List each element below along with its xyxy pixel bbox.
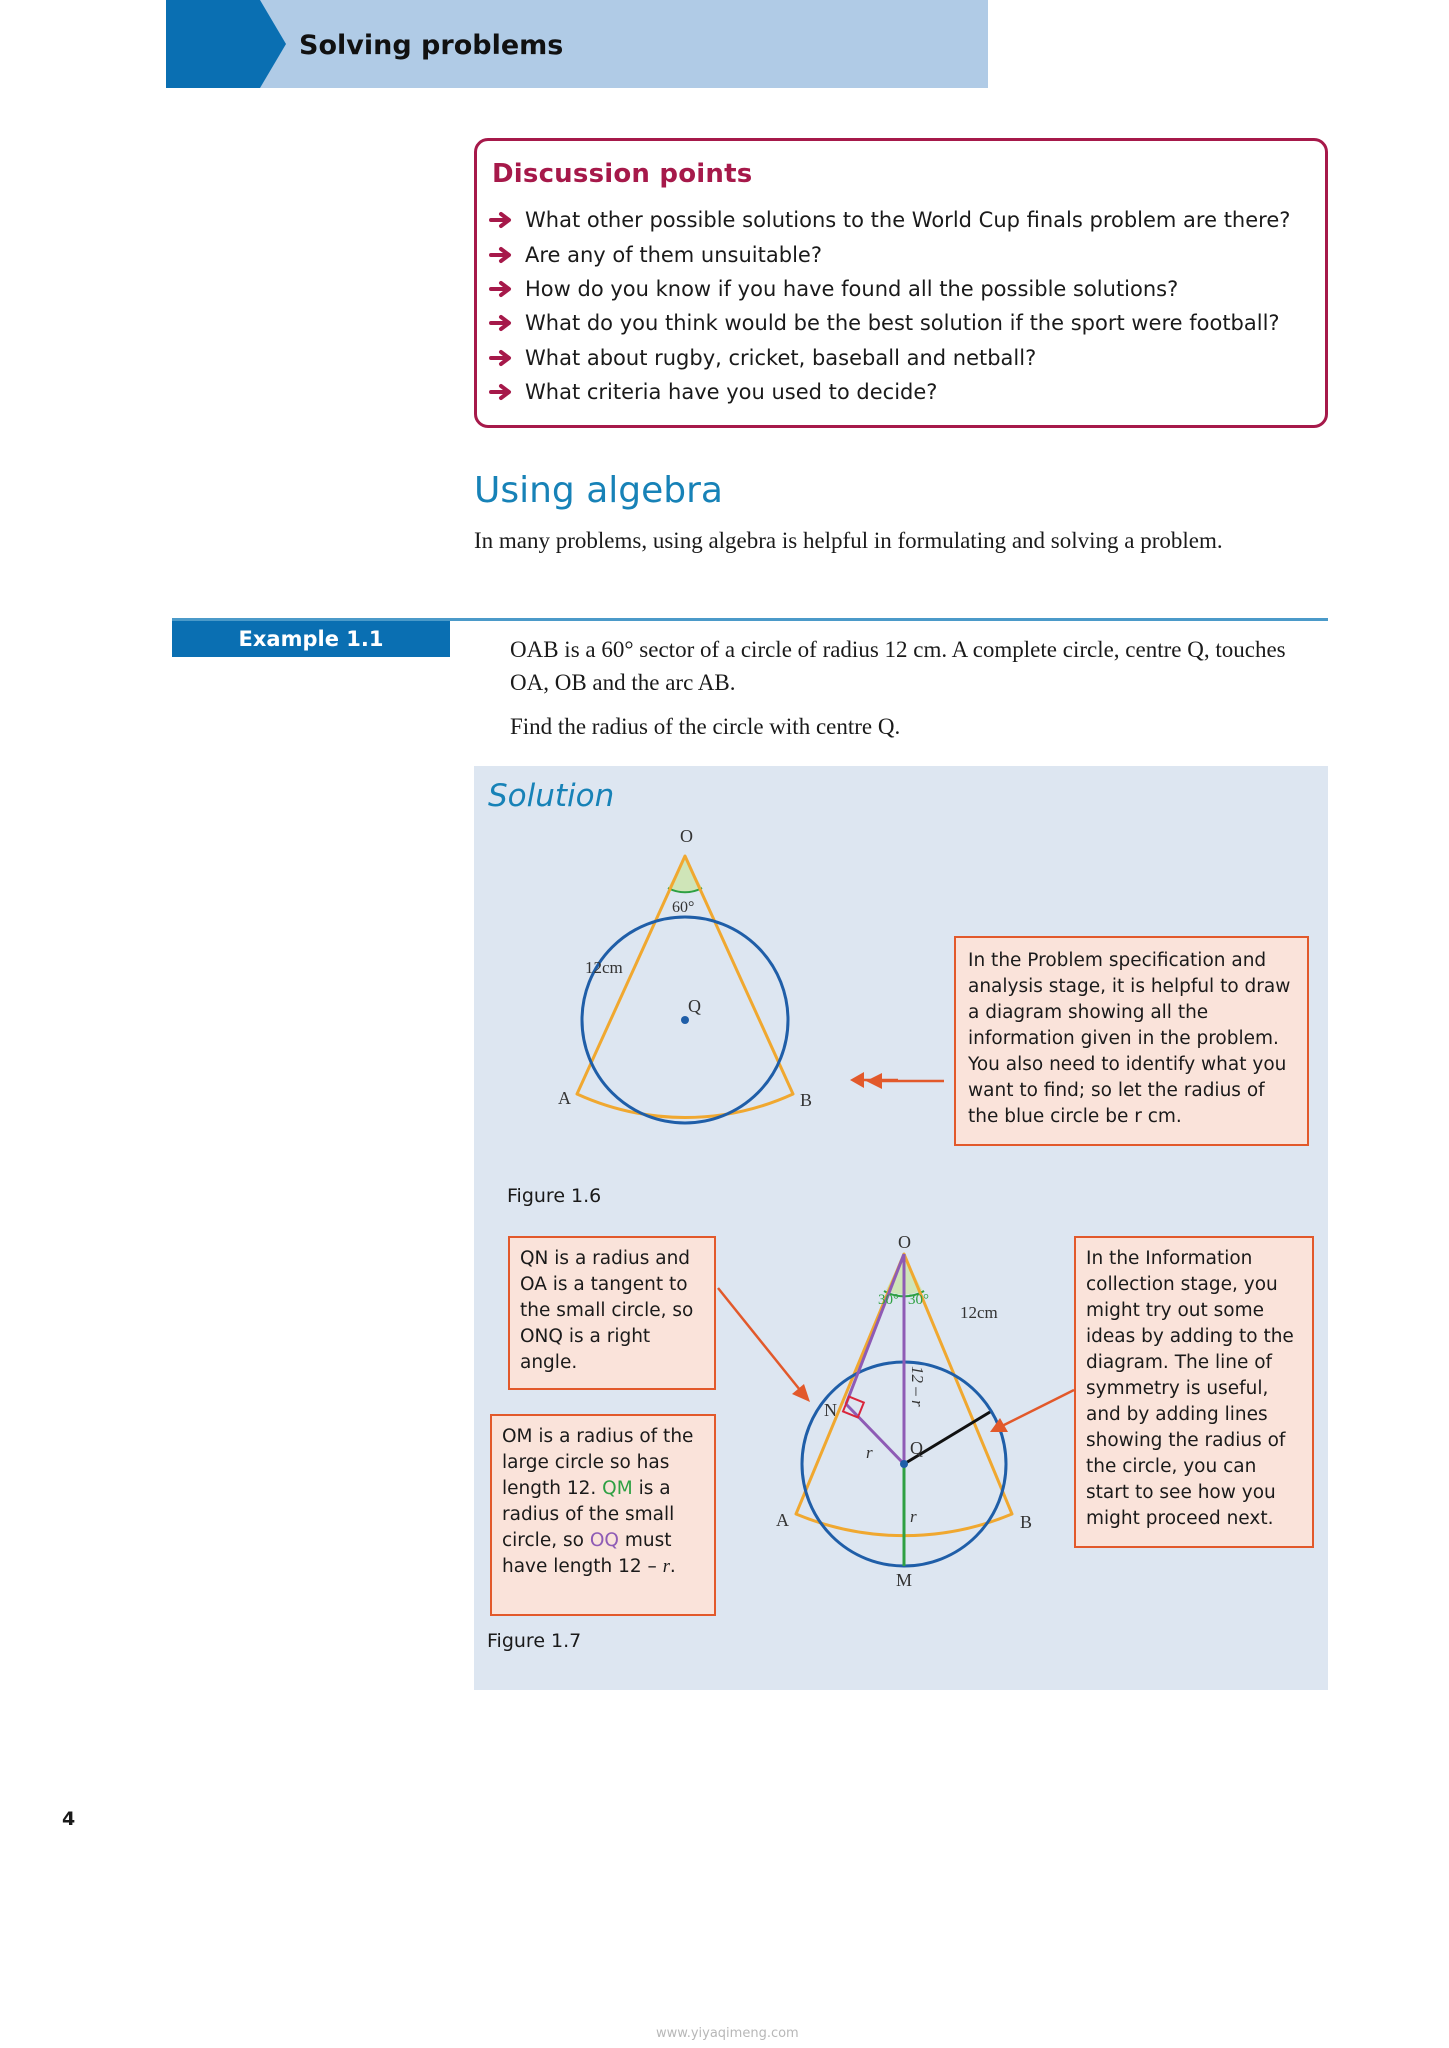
discussion-item-text: What do you think would be the best solution if the sport were football? bbox=[525, 311, 1280, 336]
list-item bbox=[489, 237, 1290, 271]
example-question bbox=[510, 633, 1310, 743]
list-item bbox=[489, 341, 1290, 375]
label-radius: 12cm bbox=[960, 1303, 998, 1322]
label-oq: 12 – r bbox=[908, 1366, 927, 1407]
angle-sector-fill bbox=[668, 856, 702, 892]
label-angle-right: 30° bbox=[908, 1292, 929, 1308]
pointer-arrow-3 bbox=[984, 1388, 1074, 1438]
figure-caption: Figure 1.6 bbox=[507, 1185, 602, 1207]
note-text: OM is a radius of the large circle so has length 12. bbox=[502, 1426, 694, 1499]
discussion-item-text: What about rugby, cricket, baseball and netball? bbox=[525, 345, 1037, 370]
arrow-right-icon bbox=[489, 383, 515, 401]
watermark: www.yiyaqimeng.com bbox=[656, 2026, 799, 2041]
label-angle: 60° bbox=[672, 899, 695, 916]
solution-title: Solution bbox=[488, 778, 615, 814]
chapter-title: Solving problems bbox=[299, 30, 564, 61]
page-number: 4 bbox=[62, 1808, 76, 1830]
arrow-right-icon bbox=[489, 211, 515, 229]
centre-point bbox=[681, 1016, 689, 1024]
header-banner bbox=[166, 0, 988, 88]
note-oq: OQ bbox=[589, 1530, 619, 1551]
solution-panel bbox=[474, 766, 1328, 1690]
chapter-header bbox=[166, 0, 988, 88]
figure-1-6-diagram bbox=[514, 824, 914, 1184]
example-question-line: OAB is a 60° sector of a circle of radius 12 cm. A complete circle, centre Q, touches OA, OB and the arc AB. bbox=[510, 637, 1286, 695]
label-radius: 12cm bbox=[585, 958, 623, 977]
label-o: O bbox=[680, 826, 693, 846]
discussion-item-text: What criteria have you used to decide? bbox=[525, 380, 938, 405]
arrow-right-icon bbox=[489, 246, 515, 264]
discussion-item-text: Are any of them unsuitable? bbox=[525, 242, 822, 267]
arrow-right-icon bbox=[489, 314, 515, 332]
line-on bbox=[846, 1254, 904, 1404]
list-item bbox=[489, 203, 1290, 237]
note-tangent bbox=[508, 1236, 716, 1390]
label-q: Q bbox=[688, 996, 701, 1016]
sector-outline bbox=[577, 856, 793, 1117]
discussion-item-text: What other possible solutions to the World Cup finals problem are there? bbox=[525, 208, 1291, 233]
centre-point bbox=[900, 1460, 908, 1468]
note-qm: QM bbox=[602, 1478, 633, 1499]
discussion-box bbox=[474, 138, 1328, 428]
label-q: Q bbox=[910, 1438, 923, 1458]
pointer-arrow-2 bbox=[716, 1286, 816, 1406]
arrow-right-icon bbox=[489, 349, 515, 367]
arrow-right-icon bbox=[489, 280, 515, 298]
note-text: In the Information collection stage, you might try out some ideas by adding to the diagram. The line of symmetry is useful, and by adding lines showing the radius of the circle, you can start to see how you might proceed next. bbox=[1086, 1248, 1294, 1529]
list-item bbox=[489, 375, 1290, 409]
pointer-arrow-1 bbox=[864, 1066, 944, 1096]
label-b: B bbox=[1020, 1512, 1033, 1532]
pointer-arrowhead bbox=[850, 1072, 864, 1088]
list-item bbox=[489, 272, 1290, 306]
note-r: r bbox=[662, 1557, 670, 1577]
label-o: O bbox=[898, 1236, 911, 1252]
example-question-line: Find the radius of the circle with centre Q. bbox=[510, 714, 901, 739]
label-a: A bbox=[558, 1088, 571, 1108]
note-radius-length bbox=[490, 1414, 716, 1616]
note-information-collection bbox=[1074, 1236, 1314, 1548]
note-text: . bbox=[669, 1556, 676, 1577]
label-b: B bbox=[800, 1090, 813, 1110]
label-r-qm: r bbox=[910, 1507, 917, 1526]
section-body: In many problems, using algebra is helpful in formulating and solving a problem. bbox=[474, 528, 1223, 553]
list-item bbox=[489, 306, 1290, 340]
figure-caption: Figure 1.7 bbox=[487, 1630, 582, 1652]
label-r-nq: r bbox=[866, 1443, 873, 1462]
label-m: M bbox=[896, 1570, 913, 1590]
line-nq bbox=[846, 1404, 904, 1464]
example-label: Example 1.1 bbox=[172, 621, 450, 657]
section-title: Using algebra bbox=[474, 470, 723, 511]
label-n: N bbox=[824, 1400, 837, 1420]
discussion-title: Discussion points bbox=[492, 159, 753, 189]
note-problem-specification bbox=[954, 936, 1309, 1146]
note-text: In the Problem specification and analysis stage, it is helpful to draw a diagram showing all the information given in the problem. You also need to identify what you want to find; so let the radius of the blue circle be r cm. bbox=[968, 950, 1291, 1127]
discussion-item-text: How do you know if you have found all the possible solutions? bbox=[525, 276, 1179, 301]
note-text: must have length 12 – bbox=[502, 1530, 672, 1577]
label-angle-left: 30° bbox=[878, 1292, 899, 1308]
discussion-list bbox=[489, 203, 1290, 409]
note-text: is a radius of the small circle, so bbox=[502, 1478, 675, 1551]
label-a: A bbox=[776, 1510, 789, 1530]
note-text: QN is a radius and OA is a tangent to the small circle, so ONQ is a right angle. bbox=[520, 1248, 694, 1373]
